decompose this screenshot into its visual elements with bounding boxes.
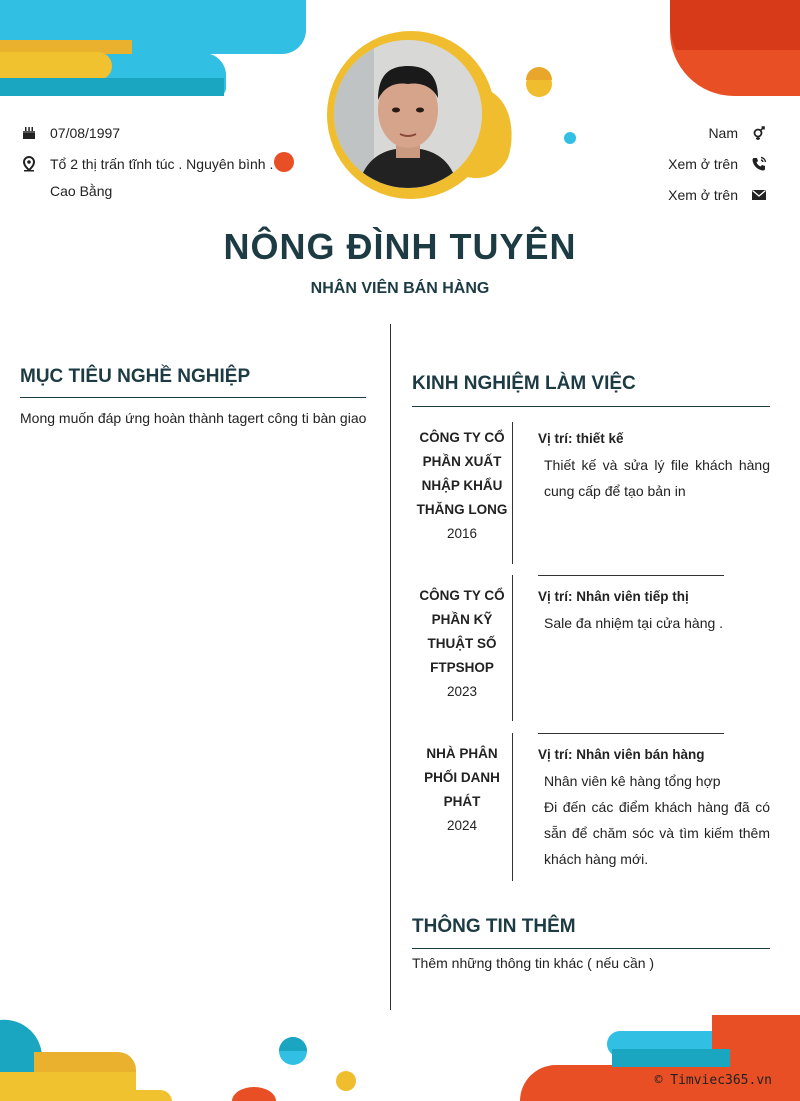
company-3-line: PHÁT — [443, 794, 481, 809]
timeline-line-1 — [512, 422, 513, 564]
bottom-right-decoration — [516, 1015, 800, 1101]
timeline-line-3 — [512, 733, 513, 881]
gender-row — [708, 124, 768, 142]
role-2: Vị trí: Nhân viên tiếp thị — [538, 589, 689, 604]
desc-2 — [544, 610, 770, 636]
phone-row — [668, 155, 768, 173]
company-2-year: 2023 — [446, 684, 478, 699]
red-dot — [274, 152, 294, 172]
company-1-year: 2016 — [446, 526, 478, 541]
company-2-line: FTPSHOP — [430, 660, 494, 675]
extra-title: THÔNG TIN THÊM — [412, 916, 576, 937]
experience-underline — [412, 406, 770, 407]
desc-3-line: Đi đến các điểm khách hàng đã có sẵn để chăm sóc và tìm kiếm thêm khách hàng mới. — [544, 799, 770, 867]
email-row — [668, 186, 768, 204]
bottom-left-decoration — [0, 1010, 370, 1101]
birthday-value: 07/08/1997 — [50, 125, 121, 141]
desc-3-line: Nhân viên kê hàng tổng hợp — [544, 773, 721, 789]
company-1 — [412, 426, 512, 546]
objective-underline — [20, 397, 366, 398]
desc-2-line: Sale đa nhiệm tại cửa hàng . — [544, 615, 724, 631]
avatar-photo — [334, 40, 482, 188]
company-1-line: THĂNG LONG — [416, 502, 508, 517]
location-pin-icon — [20, 155, 38, 173]
phone-value: Xem ở trên — [668, 156, 738, 172]
candidate-name: NÔNG ĐÌNH TUYÊN — [223, 226, 577, 267]
cake-icon — [20, 124, 38, 142]
role-1: Vị trí: thiết kế — [538, 431, 624, 446]
separator-2 — [538, 733, 724, 734]
role-3: Vị trí: Nhân viên bán hàng — [538, 747, 705, 762]
column-divider — [390, 324, 391, 1010]
company-1-line: CÔNG TY CỔ — [419, 430, 505, 445]
extra-text: Thêm những thông tin khác ( nếu cần ) — [412, 955, 655, 971]
company-3 — [412, 742, 512, 838]
separator-1 — [538, 575, 724, 576]
extra-underline — [412, 948, 770, 949]
company-1-line: PHẦN XUẤT — [422, 454, 502, 469]
experience-title: KINH NGHIỆM LÀM VIỆC — [412, 373, 636, 394]
company-3-line: PHỐI DANH — [424, 770, 500, 785]
company-2-line: THUẬT SỐ — [427, 636, 497, 651]
company-2 — [412, 584, 512, 704]
job-title: NHÂN VIÊN BÁN HÀNG — [310, 280, 490, 297]
objective-title: MỤC TIÊU NGHỀ NGHIỆP — [20, 366, 251, 387]
company-2-line: PHẦN KỸ — [431, 612, 493, 627]
company-2-line: CÔNG TY CỔ — [419, 588, 505, 603]
desc-1-line: Thiết kế và sửa lý file khách hàng cung cấp để tạo bản in — [544, 457, 770, 499]
desc-3 — [544, 768, 770, 872]
address-row — [20, 155, 273, 173]
birthday-row — [20, 124, 120, 142]
address-line2: Cao Bằng — [50, 183, 113, 199]
gender-value: Nam — [708, 125, 738, 141]
objective-text: Mong muốn đáp ứng hoàn thành tagert công ti bàn giao — [20, 410, 367, 426]
desc-1 — [544, 452, 770, 504]
gender-icon — [750, 124, 768, 142]
company-1-line: NHẬP KHẨU — [421, 478, 503, 493]
email-value: Xem ở trên — [668, 187, 738, 203]
company-3-year: 2024 — [446, 818, 478, 833]
company-3-line: NHÀ PHÂN — [426, 746, 498, 761]
top-right-decoration — [668, 0, 800, 100]
envelope-icon — [750, 186, 768, 204]
timeline-line-2 — [512, 575, 513, 721]
address-line1: Tổ 2 thị trấn tĩnh túc . Nguyên bình . — [50, 156, 274, 172]
phone-icon — [750, 155, 768, 173]
top-left-decoration — [0, 0, 320, 110]
footer-copyright: © Timviec365.vn — [654, 1073, 772, 1088]
